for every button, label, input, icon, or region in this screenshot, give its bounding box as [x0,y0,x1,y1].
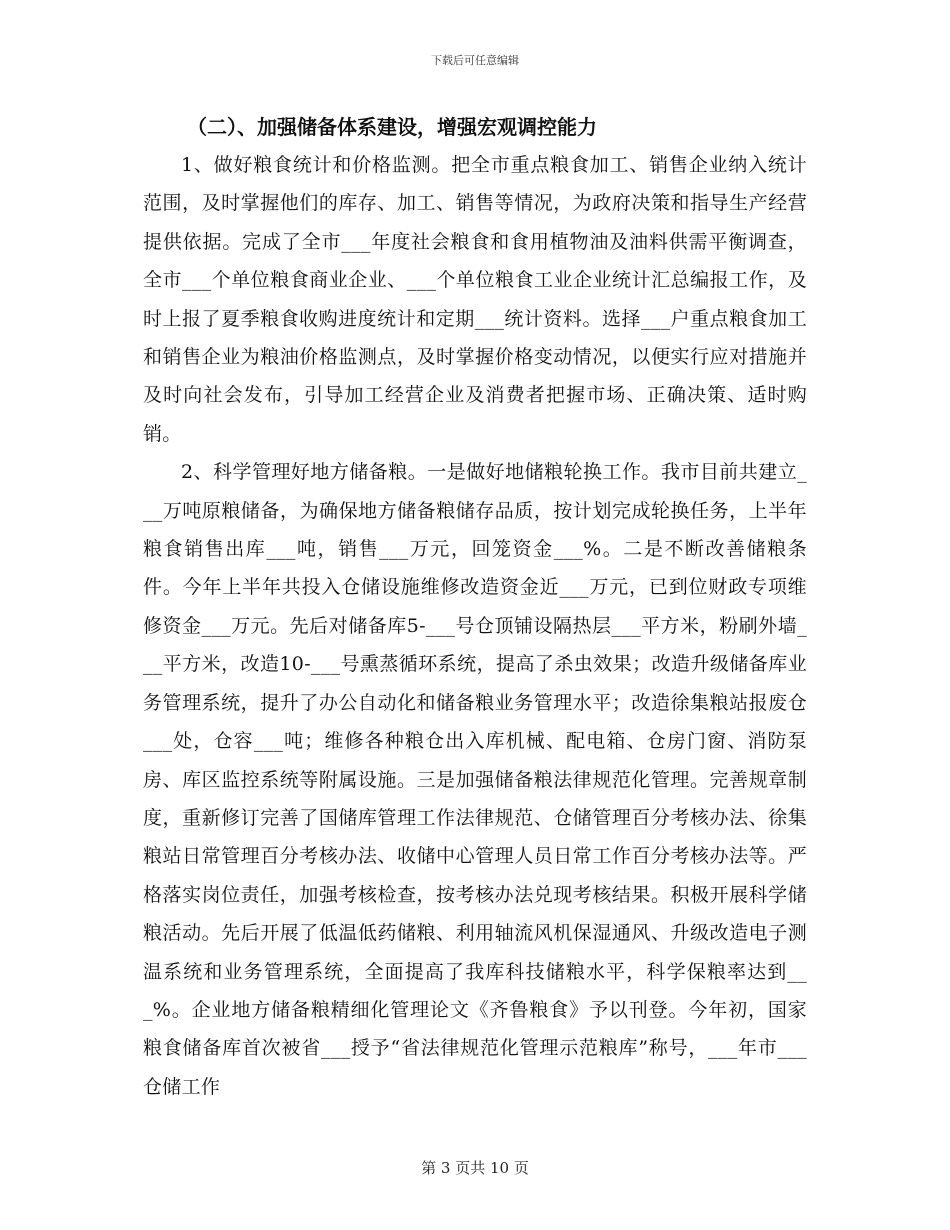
document-body [143,108,807,1106]
paragraph-grain-statistics: 1、做好粮食统计和价格监测。把全市重点粮食加工、销售企业纳入统计范围，及时掌握他们的库存、加工、销售等情况，为政府决策和指导生产经营提供依据。完成了全市___年度社会粮食和食用植物油及油料供需平衡调查，全市___个单位粮食商业企业、___个单位粮食工业企业统计汇总编报工作，及时上报了夏季粮食收购进度统计和定期___统计资料。选择___户重点粮食加工和销售企业为粮油价格监测点，及时掌握价格变动情况，以便实行应对措施并及时向社会发布，引导加工经营企业及消费者把握市场、正确决策、适时购销。 [143,154,807,445]
page-header-note: 下载后可任意编辑 [431,54,519,67]
page-number-footer: 第 3 页共 10 页 [421,1159,529,1177]
paragraph-reserve-management: 2、科学管理好地方储备粮。一是做好地储粮轮换工作。我市目前共建立___万吨原粮储备，为确保地方储备粮储存品质，按计划完成轮换任务，上半年粮食销售出库___吨，销售___万元，回笼资金___%。二是不断改善储粮条件。今年上半年共投入仓储设施维修改造资金近___万元，已到位财政专项维修资金___万元。先后对储备库5-___号仓顶铺设隔热层___平方米，粉刷外墙___平方米，改造10-___号熏蒸循环系统，提高了杀虫效果；改造升级储备库业务管理系统，提升了办公自动化和储备粮业务管理水平；改造徐集粮站报废仓___处，仓容___吨；维修各种粮仓出入库机械、配电箱、仓房门窗、消防泵房、库区监控系统等附属设施。三是加强储备粮法律规范化管理。完善规章制度，重新修订完善了国储库管理工作法律规范、仓储管理百分考核办法、徐集粮站日常管理百分考核办法、收储中心管理人员日常工作百分考核办法等。严格落实岗位责任，加强考核检查，按考核办法兑现考核结果。积极开展科学储粮活动。先后开展了低温低药储粮、利用轴流风机保湿通风、升级改造电子测温系统和业务管理系统，全面提高了我库科技储粮水平，科学保粮率达到___%。企业地方储备粮精细化管理论文《齐鲁粮食》予以刊登。今年初，国家粮食储备库首次被省___授予“省法律规范化管理示范粮库”称号，___年市___仓储工作 [143,461,807,1098]
section-heading: （二）、加强储备体系建设，增强宏观调控能力 [187,115,597,139]
